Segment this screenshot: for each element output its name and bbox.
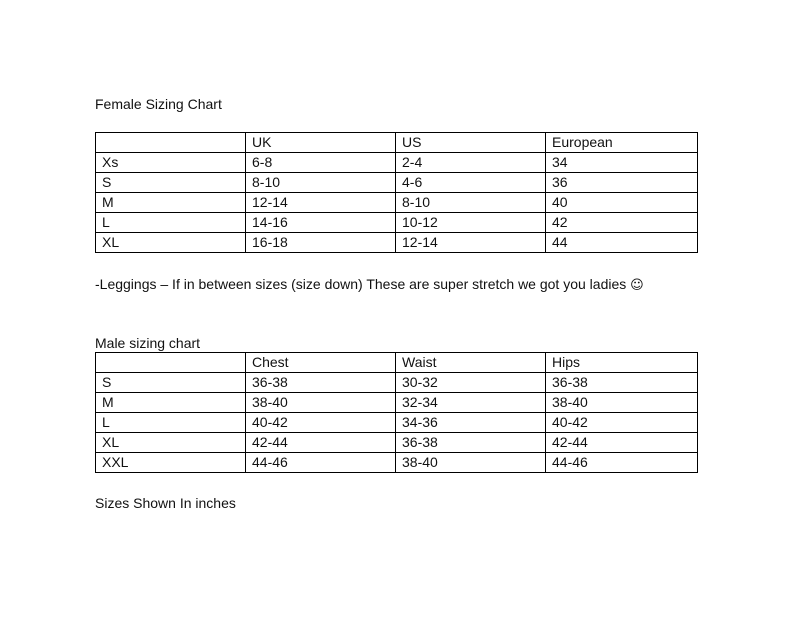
male-chart-title: Male sizing chart (95, 335, 201, 351)
table-cell: 44-46 (246, 453, 396, 473)
table-row (96, 413, 698, 433)
table-cell: 16-18 (246, 233, 396, 253)
table-row (96, 233, 698, 253)
table-cell: 44 (546, 233, 698, 253)
table-cell: 42 (546, 213, 698, 233)
table-row (96, 193, 698, 213)
table-cell: 38-40 (546, 393, 698, 413)
table-cell: 14-16 (246, 213, 396, 233)
table-cell: 36-38 (546, 373, 698, 393)
header-cell (96, 133, 246, 153)
table-cell: 10-12 (396, 213, 546, 233)
size-cell: XXL (96, 453, 246, 473)
table-cell: 44-46 (546, 453, 698, 473)
table-cell: 36 (546, 173, 698, 193)
header-cell (96, 353, 246, 373)
table-cell: 36-38 (396, 433, 546, 453)
table-row (96, 433, 698, 453)
header-cell-hips: Hips (546, 353, 698, 373)
table-cell: 30-32 (396, 373, 546, 393)
header-cell-chest: Chest (246, 353, 396, 373)
header-cell-waist: Waist (396, 353, 546, 373)
table-cell: 40 (546, 193, 698, 213)
size-cell: Xs (96, 153, 246, 173)
leggings-note-text: -Leggings – If in between sizes (size down) These are super stretch we got you ladies (95, 276, 627, 292)
female-size-table (95, 132, 698, 253)
table-row (96, 173, 698, 193)
header-cell-uk: UK (246, 133, 396, 153)
table-row (96, 393, 698, 413)
size-cell: XL (96, 233, 246, 253)
table-cell: 12-14 (396, 233, 546, 253)
table-header-row (96, 133, 698, 153)
table-cell: 34 (546, 153, 698, 173)
table-row (96, 153, 698, 173)
table-cell: 8-10 (246, 173, 396, 193)
size-cell: M (96, 393, 246, 413)
table-cell: 38-40 (396, 453, 546, 473)
table-cell: 2-4 (396, 153, 546, 173)
male-size-table (95, 352, 698, 473)
table-cell: 6-8 (246, 153, 396, 173)
size-cell: M (96, 193, 246, 213)
size-cell: L (96, 213, 246, 233)
header-cell-european: European (546, 133, 698, 153)
smiley-icon: ☺ (630, 278, 644, 293)
table-row (96, 373, 698, 393)
table-cell: 40-42 (546, 413, 698, 433)
table-cell: 36-38 (246, 373, 396, 393)
table-cell: 42-44 (546, 433, 698, 453)
table-cell: 8-10 (396, 193, 546, 213)
table-cell: 12-14 (246, 193, 396, 213)
table-cell: 42-44 (246, 433, 396, 453)
table-row (96, 213, 698, 233)
size-cell: S (96, 373, 246, 393)
size-cell: XL (96, 433, 246, 453)
table-cell: 4-6 (396, 173, 546, 193)
table-cell: 38-40 (246, 393, 396, 413)
size-cell: S (96, 173, 246, 193)
header-cell-us: US (396, 133, 546, 153)
female-chart-title: Female Sizing Chart (95, 96, 222, 112)
table-header-row (96, 353, 698, 373)
inches-note: Sizes Shown In inches (95, 495, 236, 511)
table-cell: 40-42 (246, 413, 396, 433)
table-row (96, 453, 698, 473)
table-cell: 34-36 (396, 413, 546, 433)
size-cell: L (96, 413, 246, 433)
table-cell: 32-34 (396, 393, 546, 413)
leggings-note (95, 276, 644, 294)
